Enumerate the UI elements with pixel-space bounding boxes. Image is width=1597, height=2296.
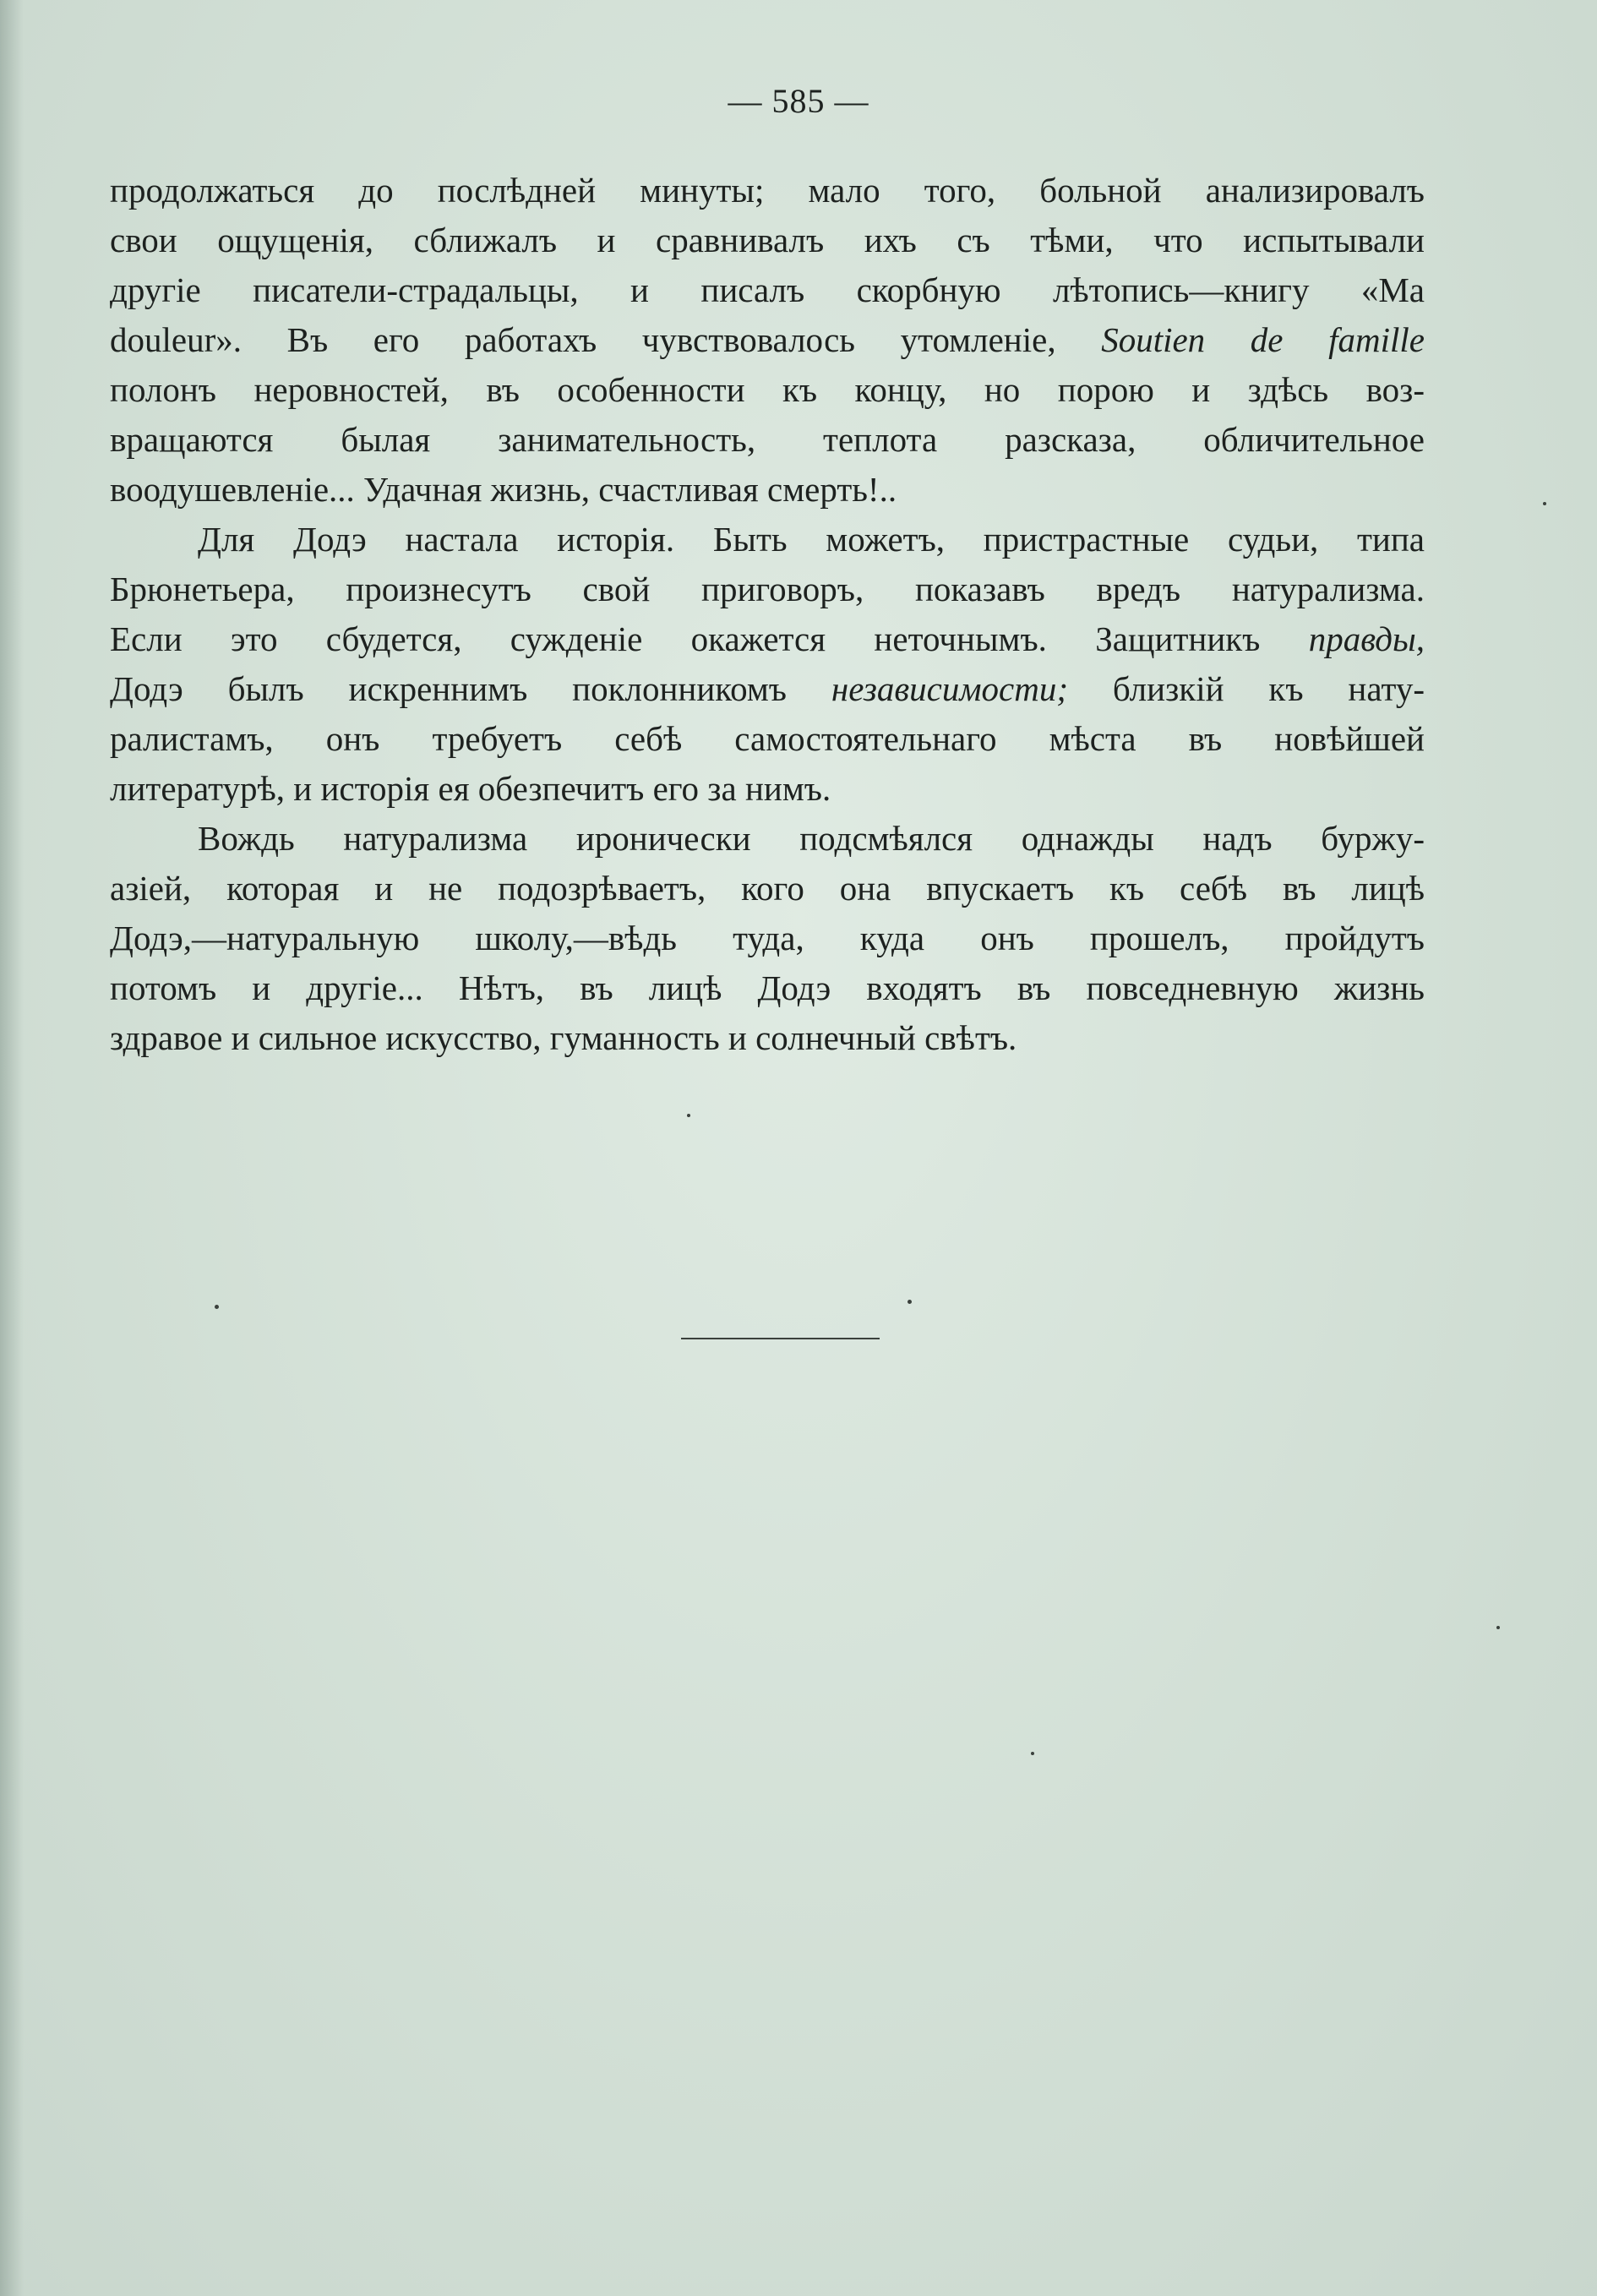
- print-speck: [1496, 1626, 1500, 1629]
- print-speck: [215, 1305, 219, 1309]
- text-line: Додэ,—натуральную школу,—вѣдь туда, куда онъ прошелъ, пройдутъ: [110, 919, 1425, 957]
- text-line: [110, 315, 1425, 365]
- italic-text-run: правды,: [1308, 619, 1425, 658]
- text-line: потомъ и другіе... Нѣтъ, въ лицѣ Додэ входятъ въ повседневную жизнь: [110, 968, 1425, 1007]
- text-line: полонъ неровностей, въ особенности къ концу, но порою и здѣсь воз-: [110, 370, 1425, 409]
- text-line: воодушевленіе... Удачная жизнь, счастливая смерть!..: [110, 470, 897, 509]
- print-speck: [1031, 1752, 1034, 1755]
- text-line: свои ощущенія, сближалъ и сравнивалъ ихъ съ тѣми, что испытывали: [110, 221, 1425, 259]
- text-run: douleur». Въ его работахъ чувствовалось утомленіе,: [110, 320, 1102, 359]
- page-number: — 585 —: [728, 82, 869, 120]
- paragraphs: [110, 166, 1425, 1063]
- text-run: Если это сбудется, сужденіе окажется неточнымъ. Защитникъ: [110, 619, 1309, 658]
- text-run: Додэ былъ искреннимъ поклонникомъ: [110, 669, 831, 708]
- text-line: Брюнетьера, произнесутъ свой приговоръ, показавъ вредъ натурализма.: [110, 570, 1425, 608]
- text-line: азіей, которая и не подозрѣваетъ, кого она впускаетъ къ себѣ въ лицѣ: [110, 869, 1425, 908]
- section-end-rule: [681, 1338, 880, 1339]
- text-line: ралистамъ, онъ требуетъ себѣ самостоятельнаго мѣста въ новѣйшей: [110, 719, 1425, 758]
- print-speck: [908, 1300, 912, 1304]
- text-line: здравое и сильное искусство, гуманность и солнечный свѣтъ.: [110, 1018, 1017, 1057]
- text-line: Для Додэ настала исторія. Быть можетъ, пристрастные судьи, типа: [198, 520, 1425, 559]
- print-speck: [1543, 502, 1546, 505]
- text-line: Вождь натурализма иронически подсмѣялся однажды надъ буржу-: [198, 819, 1425, 858]
- text-line: продолжаться до послѣдней минуты; мало того, больной анализировалъ: [110, 171, 1425, 210]
- body-text: [110, 166, 1425, 1063]
- text-line: литературѣ, и исторія ея обезпечитъ его за нимъ.: [110, 769, 831, 808]
- text-line: вращаются былая занимательность, теплота разсказа, обличительное: [110, 420, 1425, 459]
- italic-text-run: Soutien de famille: [1101, 320, 1425, 359]
- text-run: близкій къ нату-: [1067, 669, 1425, 708]
- text-line: другіе писатели-страдальцы, и писалъ скорбную лѣтопись—книгу «Ma: [110, 270, 1425, 309]
- text-line: [110, 614, 1425, 664]
- print-speck: [687, 1114, 690, 1117]
- text-line: [110, 664, 1425, 714]
- page-edge-shadow: [0, 0, 24, 2296]
- italic-text-run: независимости;: [831, 669, 1068, 708]
